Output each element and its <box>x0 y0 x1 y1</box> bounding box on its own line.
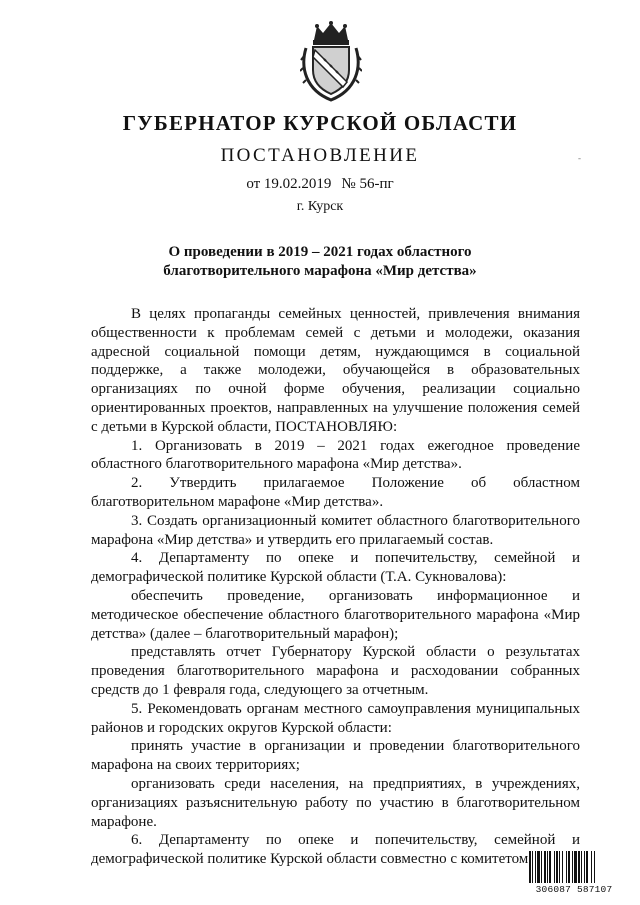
body-paragraph-item-4: 4. Департаменту по опеке и попечительству, семейной и демографической политике Курской области (Т.А. Сукновалова): <box>91 550 580 586</box>
body-paragraph-item-6: 6. Департаменту по опеке и попечительству, семейной и демографической политике Курской области совместно с комитетом <box>91 832 580 868</box>
governor-title: ГУБЕРНАТОР КУРСКОЙ ОБЛАСТИ <box>122 111 518 135</box>
document-subject <box>0 243 640 281</box>
document-number: № 56-пг <box>341 176 394 192</box>
body-paragraph-item-5-sub-2: организовать среди населения, на предприятиях, в учреждениях, организациях разъяснительную работу по участию в благотворительном марафоне. <box>91 775 580 830</box>
document-type: ПОСТАНОВЛЕНИЕ <box>220 145 420 166</box>
kursk-coat-of-arms-emblem <box>300 20 362 102</box>
document-body <box>91 305 580 869</box>
subject-line: О проведении в 2019 – 2021 годах областного <box>168 244 472 260</box>
body-paragraph-preamble: В целях пропаганды семейных ценностей, привлечения внимания общественности к проблемам семей с детьми и молодежи, оказания адресной социальной помощи детям, нуждающимся в социальной поддержке, а также молодежи, обучающейся в образовательных организациях по очной форме обучения, реализации социально ориентированных проектов, направленных на улучшение положения семей с детьми в Курской области, ПОСТАНОВЛЯЮ: <box>91 306 580 435</box>
document-date-number <box>0 176 640 193</box>
body-paragraph-item-5-sub-1: принять участие в организации и проведении благотворительного марафона на своих территориях; <box>91 738 580 774</box>
body-paragraph-item-1: 1. Организовать в 2019 – 2021 годах ежегодное проведение областного благотворительного марафона «Мир детства». <box>91 437 580 473</box>
margin-mark: - <box>578 153 581 163</box>
barcode-number: 306087 587107 <box>535 884 613 895</box>
body-paragraph-item-3: 3. Создать организационный комитет областного благотворительного марафона «Мир детства» и утвердить его прилагаемый состав. <box>91 512 580 548</box>
barcode-image <box>528 851 620 883</box>
body-paragraph-item-4-sub-1: обеспечить проведение, организовать информационное и методическое обеспечение областного благотворительного марафона «Мир детства» (далее – благотворительный марафон); <box>91 587 580 642</box>
document-city: г. Курск <box>296 199 344 214</box>
document-date: от 19.02.2019 <box>246 176 332 192</box>
body-paragraph-item-2: 2. Утвердить прилагаемое Положение об областном благотворительном марафоне «Мир детства». <box>91 475 580 510</box>
body-paragraph-item-5: 5. Рекомендовать органам местного самоуправления муниципальных районов и городских округов Курской области: <box>91 700 580 736</box>
subject-line: благотворительного марафона «Мир детства» <box>163 263 477 279</box>
body-paragraph-item-4-sub-2: представлять отчет Губернатору Курской области о результатах проведения благотворительного марафона и расходовании собранных средств до 1 февраля года, следующего за отчетным. <box>91 644 580 698</box>
